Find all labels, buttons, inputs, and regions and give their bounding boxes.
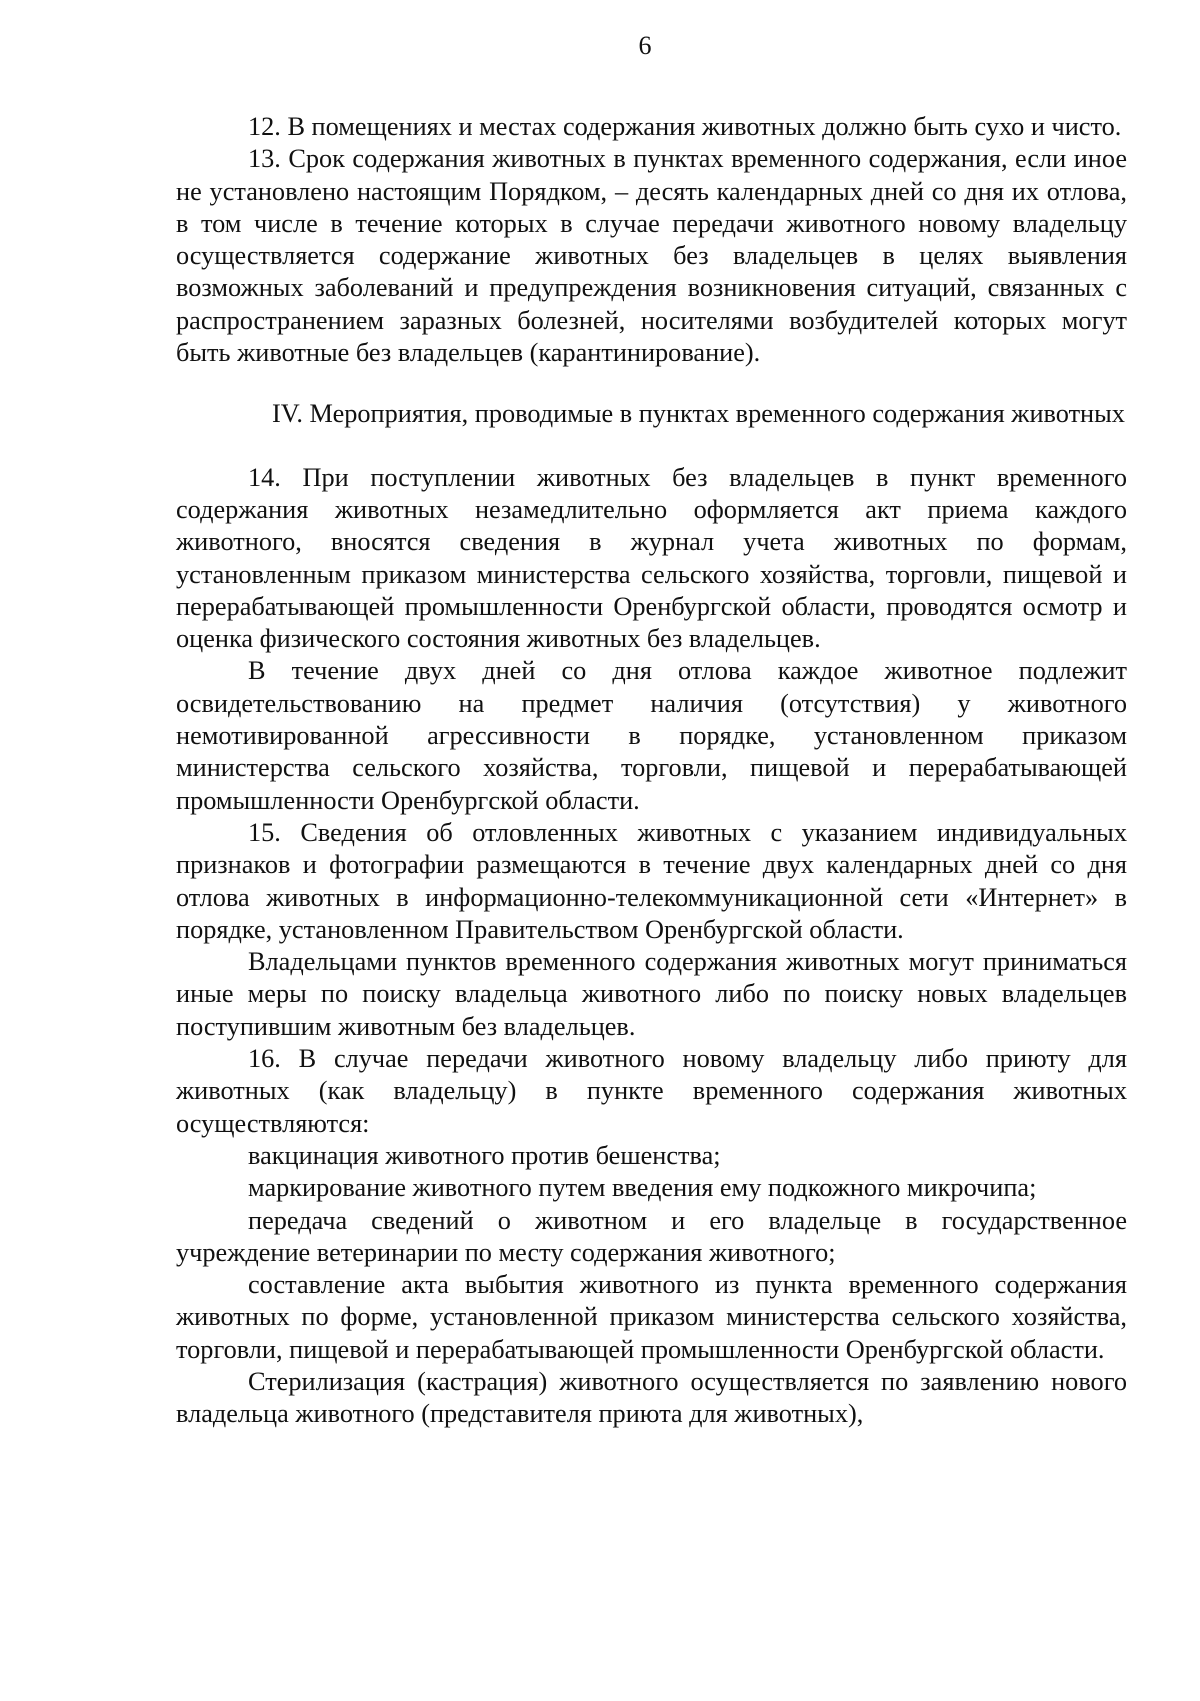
- list-item-microchip: маркирование животного путем введения ему подкожного микрочипа;: [248, 1173, 1037, 1203]
- paragraph-sterilization: Стерилизация (кастрация) животного осуществляется по заявлению нового владельца животного (представителя приюта для животных),: [176, 1366, 1127, 1429]
- paragraph-15-continued: Владельцами пунктов временного содержания животных могут приниматься иные меры по поиску владельца животного либо по поиску новых владельцев поступившим животным без владельцев.: [176, 947, 1127, 1041]
- page-number: 6: [638, 31, 652, 60]
- list-item-disposal-act: составление акта выбытия животного из пункта временного содержания животных по форме, установленной приказом министерства сельского хозяйства, торговли, пищевой и перерабатывающей промышленности Оренбургской области.: [176, 1270, 1127, 1364]
- paragraph-16: 16. В случае передачи животного новому владельцу либо приюту для животных (как владельцу) в пункте временного содержания животных осуществляются:: [176, 1044, 1127, 1138]
- paragraph-12: 12. В помещениях и местах содержания животных должно быть сухо и чисто.: [248, 112, 1122, 141]
- section-heading: IV. Мероприятия, проводимые в пунктах временного содержания животных: [272, 399, 1125, 429]
- paragraph-15: 15. Сведения об отловленных животных с указанием индивидуальных признаков и фотографии размещаются в течение двух календарных дней со дня отлова животных в информационно-телекоммуникационной сети «Интернет» в порядке, установленном Правительством Оренбургской области.: [176, 817, 1127, 944]
- paragraph-13: 13. Срок содержания животных в пунктах временного содержания, если иное не установлено настоящим Порядком, – десять календарных дней со дня их отлова, в том числе в течение которых в случае передачи животного новому владельцу осуществляется содержание животных без владельцев в целях выявления возможных заболеваний и предупреждения возникновения ситуаций, связанных с распространением заразных болезней, носителями возбудителей которых могут быть животные без владельцев (карантинирование).: [176, 144, 1127, 368]
- paragraph-14-continued: В течение двух дней со дня отлова каждое животное подлежит освидетельствованию на предмет наличия (отсутствия) у животного немотивированной агрессивности в порядке, установленном приказом министерства сельского хозяйства, торговли, пищевой и перерабатывающей промышленности Оренбургской области.: [176, 656, 1127, 815]
- document-body: [176, 111, 1127, 1431]
- list-item-vaccination: вакцинация животного против бешенства;: [248, 1140, 721, 1170]
- paragraph-14: 14. При поступлении животных без владельцев в пункт временного содержания животных незамедлительно оформляется акт приема каждого животного, вносятся сведения в журнал учета животных по формам, установленным приказом министерства сельского хозяйства, торговли, пищевой и перерабатывающей промышленности Оренбургской области, проводятся осмотр и оценка физического состояния животных без владельцев.: [176, 462, 1127, 654]
- list-item-data-transfer: передача сведений о животном и его владельце в государственное учреждение ветеринарии по месту содержания животного;: [176, 1205, 1127, 1267]
